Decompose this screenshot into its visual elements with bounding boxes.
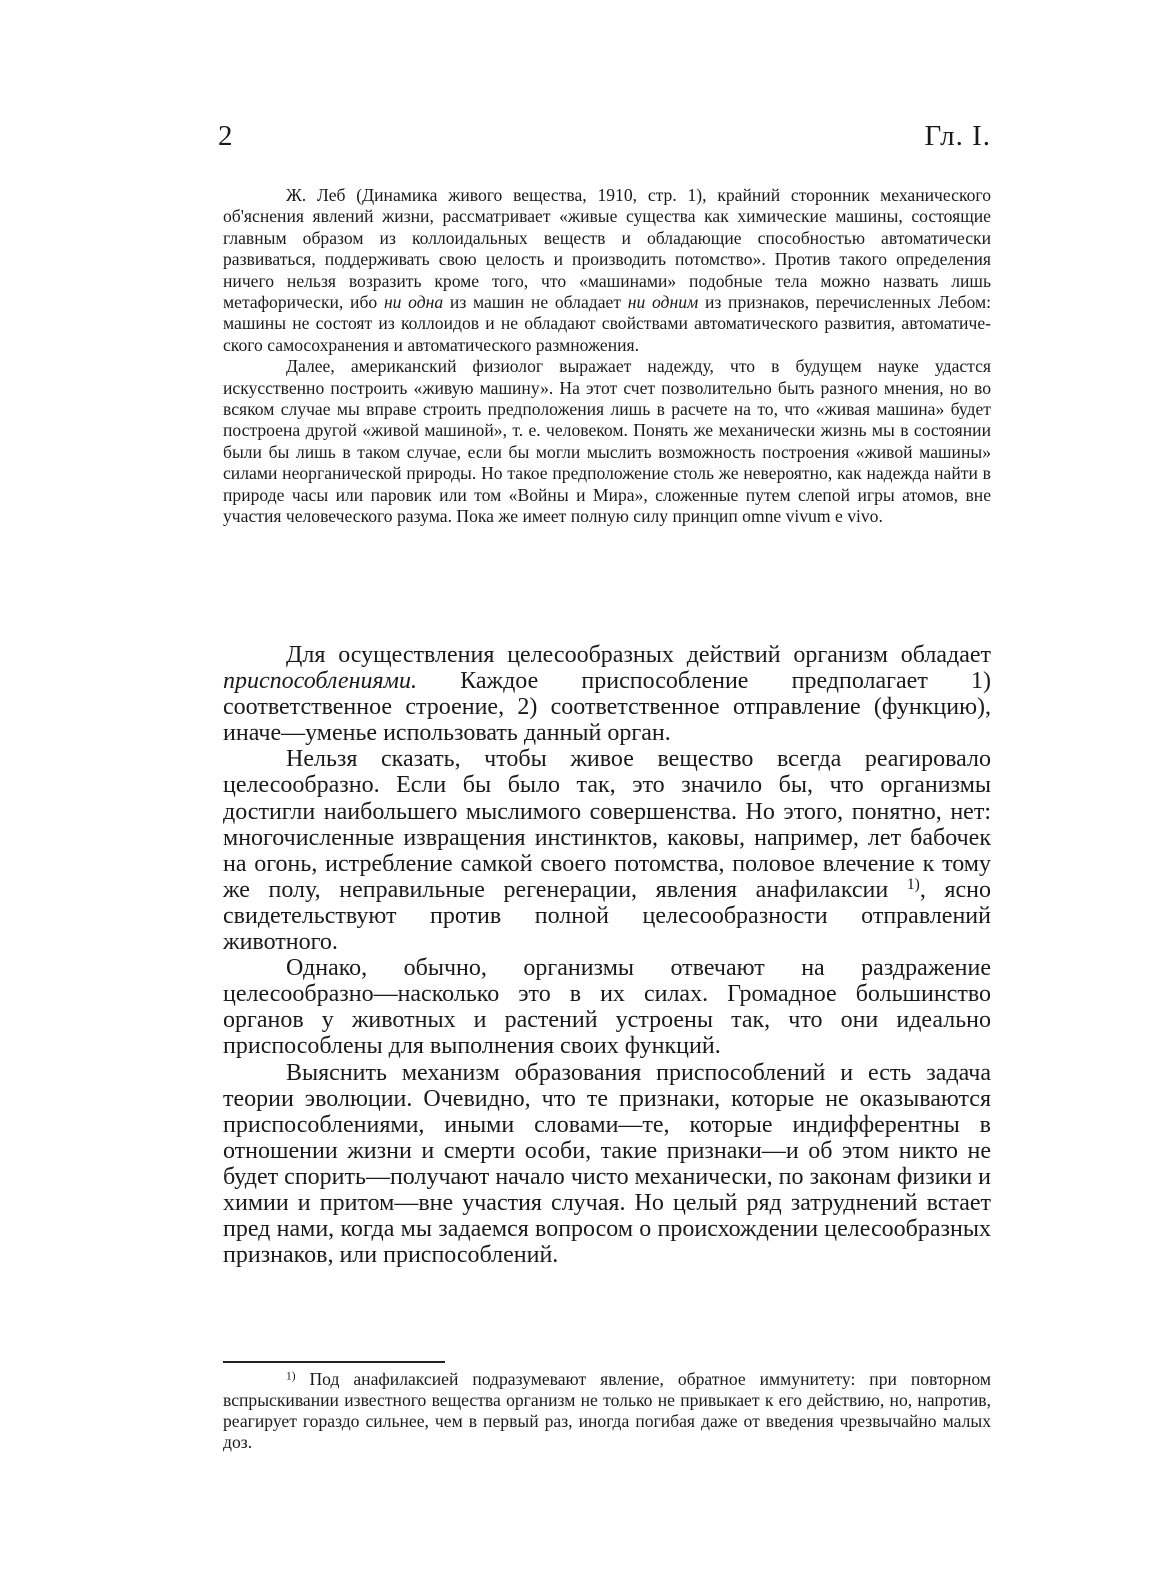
paragraph-adaptations <box>223 642 991 746</box>
footnote-divider <box>223 1361 445 1363</box>
italic-run: приспособлениями. <box>223 668 417 695</box>
paragraph-organisms-respond: Однако, обычно, организмы отвечают на раздражение целесообразно—насколько это в их силах. Громадное большинство органов у животных и растений устроены так, что они идеально приспособлены для выполнения своих функций. <box>223 955 991 1060</box>
text-run: Каждое приспособление предполагает 1) соответственное строение, 2) соответственное отправление (функцию), иначе—уменье использовать данный орган. <box>223 668 991 747</box>
text-run: Под анафилаксией подразумевают явление, обратное иммунитету: при повторном вспрыскивании известного вещества организм не только не привыкает к его действию, но, напротив, реагирует гораздо сильнее, чем в первый раз, иногда погибая даже от введения чрезвычайно малых доз. <box>223 1369 991 1452</box>
page-number: 2 <box>218 120 233 152</box>
text-run: из машин не обладает <box>443 292 628 313</box>
small-paragraph-physiologist: Далее, американский физиолог выражает надежду, что в будущем науке удастся искусственно построить «живую машину». На этот счет позволительно быть разного мнения, но во всяком случае мы вправе строить предположения лишь в расчете на то, что «живая машина» будет построена другой «живой машиной», т. е. человеком. Понять же механически жизнь мы в состоянии были бы лишь в таком случае, если бы могли мыслить возможность построения «живой машины» силами неорганической природы. Но такое предположение столь же невероятно, как надежда найти в природе часы или паровик или том «Войны и Мира», сложенные путем слепой игры атомов, вне участия человеческого разума. Пока же имеет полную силу принцип omne vivum e vivo. <box>223 356 991 527</box>
small-paragraph-leb <box>223 185 991 356</box>
italic-run: ни одна <box>383 292 444 313</box>
text-run: Нельзя сказать, чтобы живое вещество всегда реагировало целесообразно. Если бы было так, это значило бы, что организмы достигли наибольшего мыслимого совершенства. Но этого, понятно, нет: многочисленные извращения инстинктов, каковы, например, лет бабочек на огонь, истребление самкой своего потомства, половое влечение к тому же полу, неправильные регенерации, явления анафилаксии <box>223 746 991 903</box>
text-run: Для осуществления целесообразных действий организм обладает <box>286 642 991 668</box>
italic-run: ни одним <box>627 292 699 313</box>
footnote-marker: 1) <box>286 1370 296 1383</box>
chapter-label: Гл. I. <box>924 120 991 152</box>
footnote-text <box>223 1369 991 1453</box>
page-header <box>218 120 991 160</box>
text-run: из признаков, перечисленных Лебом: машины не состоят из коллоидов и не обладают свойствами автоматического развития, автоматического самосохранения и автоматического размножения. <box>223 292 991 355</box>
footnote-reference: 1) <box>906 876 920 894</box>
text-run: Ж. Леб (Динамика живого вещества, 1910, стр. 1), крайний сторонник механического об'яснения явлений жизни, рассматривает «живые существа как химические машины, состоящие главным образом из коллоидальных веществ и обладающие способностью автоматически развиваться, поддерживать свою целость и производить потомство». Против такого определения ничего нельзя возразить кроме того, что «машинами» подобные тела можно назвать лишь метафорически, ибо <box>223 185 991 313</box>
small-print-section <box>223 185 991 528</box>
main-text-section <box>223 642 991 1268</box>
text-run: , ясно свидетельствуют против полной целесообразности отправлений животного. <box>223 876 991 956</box>
paragraph-living-matter <box>223 746 991 955</box>
paragraph-evolution-theory: Выяснить механизм образования приспособлений и есть задача теории эволюции. Очевидно, что те признаки, которые не оказываются приспособлениями, иными словами—те, которые индифферентны в отношении жизни и смерти особи, такие признаки—и об этом никто не будет спорить—получают начало чисто механически, по законам физики и химии и притом—вне участия случая. Но целый ряд затруднений встает пред нами, когда мы задаемся вопросом о происхождении целесообразных признаков, или приспособлений. <box>223 1059 991 1269</box>
footnote <box>223 1369 991 1453</box>
